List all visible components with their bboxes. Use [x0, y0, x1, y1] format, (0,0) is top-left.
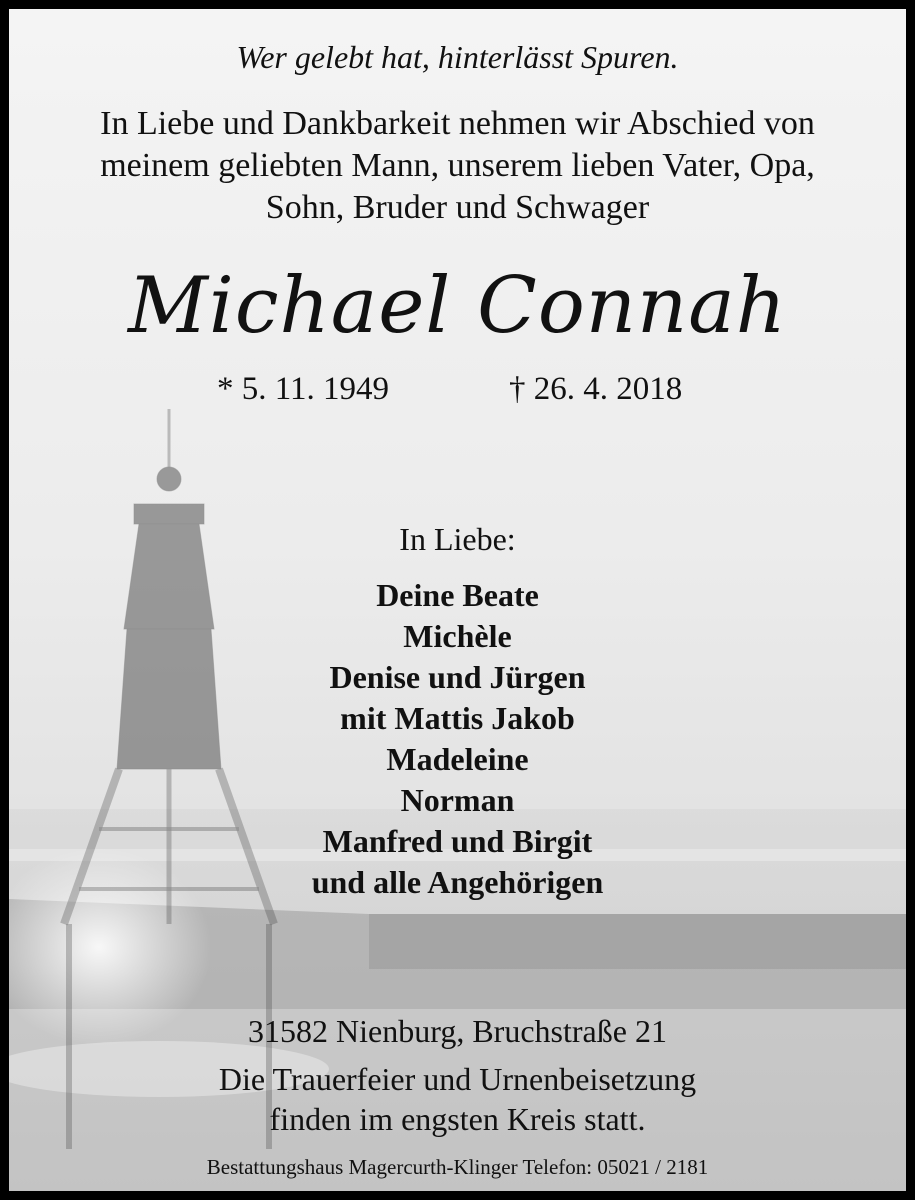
intro-line-3: Sohn, Bruder und Schwager — [265, 189, 650, 226]
birth-date: * 5. 11. 1949 — [217, 371, 390, 407]
mourner-name: Denise und Jürgen — [329, 659, 586, 695]
mourner-name: Manfred und Birgit — [322, 823, 593, 859]
funeral-home-contact: Bestattungshaus Magercurth-Klinger Telefon: 05021 / 2181 — [206, 1155, 709, 1179]
mourner-name: Madeleine — [386, 741, 529, 777]
death-date: † 26. 4. 2018 — [509, 371, 683, 407]
mourner-name: Michèle — [403, 618, 512, 654]
mourners-list — [9, 575, 906, 903]
intro-line-2: meinem geliebten Mann, unserem lieben Vater, Opa, — [100, 147, 815, 184]
intro-line-1: In Liebe und Dankbarkeit nehmen wir Abschied von — [100, 105, 815, 142]
mourner-name: Norman — [400, 782, 515, 818]
memorial-motto: Wer gelebt hat, hinterlässt Spuren. — [236, 39, 679, 75]
in-love-label: In Liebe: — [399, 521, 516, 557]
mourner-name: mit Mattis Jakob — [340, 700, 575, 736]
mourner-name: Deine Beate — [376, 577, 539, 613]
ceremony-line-2: finden im engsten Kreis statt. — [269, 1101, 646, 1137]
ceremony-line-1: Die Trauerfeier und Urnenbeisetzung — [218, 1061, 697, 1097]
mourner-name: und alle Angehörigen — [311, 864, 604, 900]
family-address: 31582 Nienburg, Bruchstraße 21 — [248, 1013, 667, 1049]
deceased-name: Michael Connah — [128, 261, 787, 351]
